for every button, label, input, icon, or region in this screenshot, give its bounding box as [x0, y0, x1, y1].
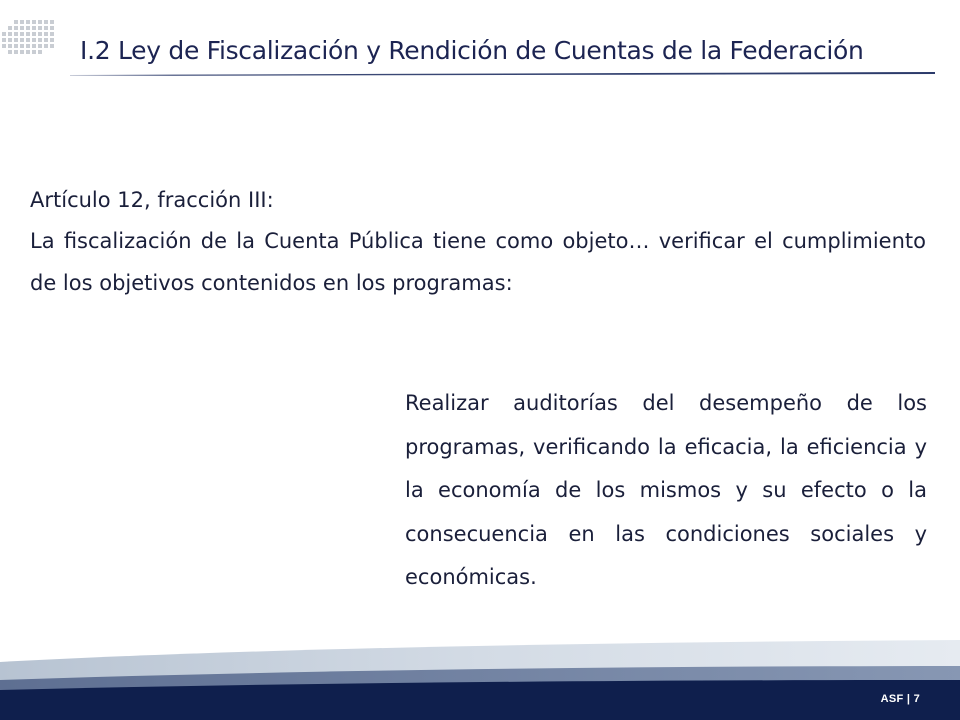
title-underline	[0, 68, 960, 80]
dot-grid-decoration	[0, 18, 60, 58]
slide-title: I.2 Ley de Fiscalización y Rendición de Cuentas de la Federación	[80, 36, 864, 65]
footer-page-label: ASF | 7	[880, 693, 920, 705]
slide-header	[0, 0, 960, 90]
article-body: La fiscalización de la Cuenta Pública tiene como objeto… verificar el cumplimiento de los objetivos contenidos en los programas:	[30, 229, 926, 295]
footer-band	[0, 640, 960, 720]
article-heading: Artículo 12, fracción III:	[30, 188, 274, 212]
objective-text: Realizar auditorías del desempeño de los programas, verificando la eficacia, la eficiencia y la economía de los mismos y su efecto o la consecuencia en las condiciones sociales y económicas.	[405, 391, 927, 589]
article-quote	[30, 180, 926, 304]
